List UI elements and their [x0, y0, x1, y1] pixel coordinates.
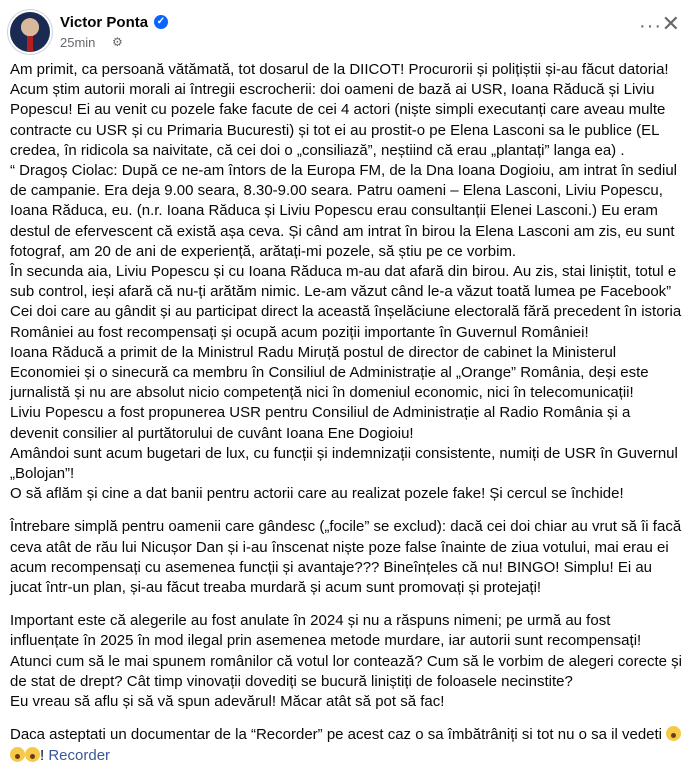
screaming-face-emoji-icon: [666, 726, 681, 741]
last-paragraph-text: Daca asteptati un documentar de la “Recorder” pe acest caz o sa îmbătrâniți si tot nu o sa il vedeti: [10, 726, 667, 744]
close-icon[interactable]: ✕: [661, 11, 680, 36]
post-paragraph-2: Întrebare simplă pentru oamenii care gândesc („focile” se exclud): dacă cei doi chiar au vrut să îi facă ceva atât de rău lui Nicușor Dan și i-au înscenat niște poze false înainte de ziua votului, mai erau ei acum recompensați cu asemenea funcții și avantaje??? Bineînțeles că nu! BINGO! Simplu! Ei au jucat într-un plan, și-au făcut treaba murdară și acum sunt promovați și protejați!: [10, 518, 682, 597]
screaming-face-emoji-icon: [10, 747, 25, 762]
gear-icon: ⚙: [112, 35, 123, 49]
post-content: [10, 60, 682, 779]
post-header: [10, 10, 680, 60]
verified-badge-icon: ✓: [154, 15, 168, 29]
author-name[interactable]: Victor Ponta: [60, 14, 149, 31]
post-time[interactable]: 25min: [60, 35, 96, 50]
screaming-face-emoji-icon: [25, 747, 40, 762]
recorder-link[interactable]: Recorder: [48, 746, 111, 764]
post-paragraph-4: [10, 725, 682, 765]
avatar[interactable]: [10, 12, 50, 52]
post-paragraph-1: Am primit, ca persoană vătămată, tot dosarul de la DIICOT! Procurorii și polițiștii și-au făcut datoria! Acum știm autorii morali ai întregii escrocherii: doi oameni de bază ai USR, Ioana Răducă și Liviu Popescu! Ei au venit cu pozele fake facute de cei 4 actori (niște simpli executanți care aveau multe contracte cu USR și cu Primaria Bucuresti) și tot ei au prostit-o pe Elena Lasconi sa le publice (EL credea, în ridicola sa naivitate, că cei doi o „consiliază”, neștiind că erau „plantați” langa ea) . “ Dragoș Ciolac: După ce ne-am întors de la Europa FM, de la Dna Ioana Dogioiu, am intrat în sediul de campanie. Era deja 9.00 seara, 8.30-9.00 seara. Patru oameni – Elena Lasconi, Liviu Popescu, Ioana Răduca, eu. (n.r. Ioana Răduca și Liviu Popescu erau consultanții Elenei Lasconi.) Eu eram destul de efervescent că există așa ceva. Și când am intrat în birou la Elena Lasconi am zis, eu sunt fotograf, am 20 de ani de experiență, arătați-mi pozele, să știu pe ce vorbim. În secunda aia, Liviu Popescu și cu Ioana Răduca m-au dat afară din birou. Au zis, stai liniștit, totul e sub control, ieși afară că nu-ți arătăm nimic. Le-am văzut când le-a văzut toată lumea pe Facebook” Cei doi care au gândit și au participat direct la această înșelăciune electorală fără precedent în istoria României au fost recompensați și ocupă acum poziții importante în Guvernul României! Ioana Răducă a primit de la Ministrul Radu Miruță postul de director de cabinet la Ministerul Economiei și o sinecură ca membru în Consiliul de Administrație al „Orange” România, deși este jurnalistă și nu are absolut nicio competență nici în domeniul economic, nici în telecomunicații! Liviu Popescu a fost propunerea USR pentru Consiliul de Administrație al Radio România și a devenit consilier al purtătorului de cuvânt Ioana Ene Dogioiu! Amândoi sunt acum bugetari de lux, cu funcții și indemnizații consistente, numiți de USR în Guvernul „Bolojan”! O să aflăm și cine a dat banii pentru actorii care au realizat pozele fake! Și cercul se închide!: [10, 61, 682, 503]
last-paragraph-exclaim: !: [40, 746, 45, 764]
more-icon[interactable]: ···: [639, 15, 662, 37]
avatar-tie: [27, 36, 33, 52]
post-paragraph-3: Important este că alegerile au fost anulate în 2024 și nu a răspuns nimeni; pe urmă au fost influențate în 2025 în mod ilegal prin asemenea metode murdare, iar autorii sunt recompensați! Atunci cum să le mai spunem românilor că votul lor contează? Cum să le vorbim de alegeri corecte și de stat de drept? Cât timp vinovații dovediți se bucură liniștiți de foloasele necinstite? Eu vreau să aflu și să vă spun adevărul! Măcar atât să pot să fac!: [10, 612, 682, 711]
